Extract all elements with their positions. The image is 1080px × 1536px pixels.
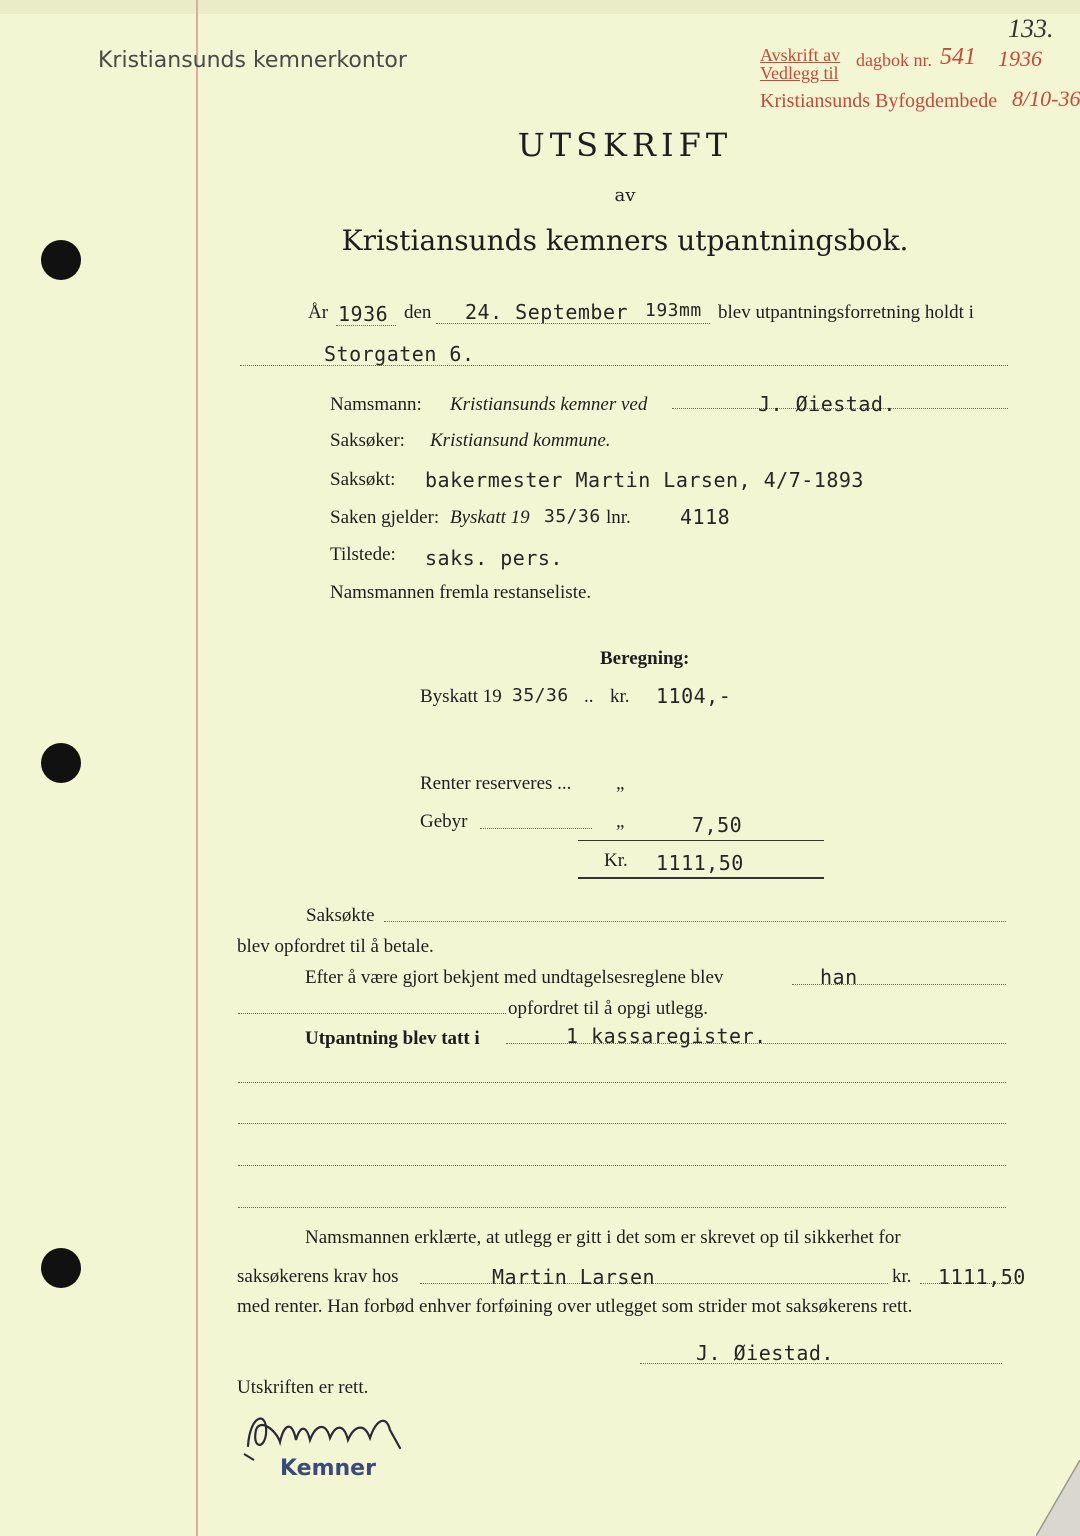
gjelder-label: Saken gjelder: — [330, 507, 440, 528]
byskatt-dots: .. — [584, 686, 594, 707]
saksoker-value: Kristiansund kommune. — [430, 430, 611, 451]
efter-value: han — [820, 965, 858, 989]
ar-label: År — [308, 302, 329, 323]
byskatt-amount: 1104,- — [656, 684, 732, 708]
punch-hole — [41, 1248, 81, 1288]
page-top-edge — [0, 0, 1080, 14]
gebyr-ditto: „ — [616, 811, 625, 832]
krav-kr: kr. — [892, 1266, 912, 1287]
intro-year: 1936 — [338, 302, 389, 326]
dotted-line — [336, 325, 396, 326]
page-fold-corner — [1036, 1460, 1080, 1536]
gjelder-year: 35/36 — [544, 506, 601, 527]
utskriften-text: Utskriften er rett. — [237, 1377, 369, 1398]
tilstede-value: saks. pers. — [425, 546, 563, 570]
dotted-line — [238, 1123, 1006, 1124]
utpantning-value: 1 kassaregister. — [566, 1024, 767, 1048]
dagbok-label: dagbok nr. — [856, 50, 932, 70]
namsmann-text: Kristiansunds kemner ved — [450, 394, 648, 415]
restanse-text: Namsmannen fremla restanseliste. — [330, 582, 592, 603]
namsmann-label: Namsmann: — [330, 394, 422, 415]
gebyr-label: Gebyr — [420, 811, 468, 832]
intro-place: Storgaten 6. — [324, 342, 475, 366]
dotted-line — [480, 828, 592, 829]
document-title: UTSKRIFT — [517, 126, 733, 164]
krav-amount: 1111,50 — [938, 1265, 1026, 1289]
saksokt-value: bakermester Martin Larsen, 4/7-1893 — [425, 468, 864, 492]
title-av: av — [614, 185, 636, 206]
document-subtitle: Kristiansunds kemners utpantningsbok. — [341, 224, 909, 257]
punch-hole — [41, 743, 81, 783]
struck-text: 193mm — [645, 300, 702, 321]
namsmann-value: J. Øiestad. — [758, 392, 896, 416]
intro-text: blev utpantningsforretning holdt i — [718, 302, 974, 323]
gjelder-lnr: lnr. — [606, 507, 631, 528]
byskatt-kr: kr. — [610, 686, 630, 707]
krav-text: saksøkerens krav hos — [237, 1266, 399, 1287]
vedlegg-label: Vedlegg til — [760, 63, 839, 83]
dotted-line — [436, 323, 710, 324]
dotted-line — [384, 921, 1006, 922]
renter-text: med renter. Han forbød enhver forføining over utlegget som strider mot saksøkerens rett. — [237, 1296, 913, 1317]
avskrift-label: Avskrift av — [760, 45, 841, 65]
saksoker-label: Saksøker: — [330, 430, 405, 451]
court-stamp: Kristiansunds Byfogdembede — [760, 90, 998, 112]
erklaerte-text: Namsmannen erklærte, at utlegg er gitt i det som er skrevet op til sikkerhet for — [305, 1227, 901, 1248]
dotted-line — [240, 365, 1008, 366]
gjelder-value: 4118 — [680, 505, 731, 529]
tilstede-label: Tilstede: — [330, 544, 396, 565]
byskatt-label: Byskatt 19 — [420, 686, 502, 707]
krav-name: Martin Larsen — [492, 1265, 656, 1289]
saksokte-label: Saksøkte — [306, 905, 375, 926]
beregning-heading: Beregning: — [600, 648, 690, 669]
dotted-line — [238, 1165, 1006, 1166]
sum-rule — [578, 840, 824, 841]
opgi-text: opfordret til å opgi utlegg. — [508, 998, 708, 1019]
gebyr-amount: 7,50 — [692, 813, 743, 837]
saksokt-label: Saksøkt: — [330, 469, 396, 490]
dotted-line — [238, 1207, 1006, 1208]
total-rule — [578, 877, 824, 879]
office-stamp: Kristiansunds kemnerkontor — [98, 48, 407, 73]
betale-text: blev opfordret til å betale. — [237, 936, 434, 957]
signature-typed: J. Øiestad. — [696, 1341, 834, 1365]
gjelder-text: Byskatt 19 — [450, 507, 530, 528]
intro-date: 24. September — [465, 300, 629, 324]
court-date: 8/10-36 — [1012, 86, 1080, 111]
kemner-stamp: Kemner — [280, 1456, 376, 1481]
renter-label: Renter reserveres ... — [420, 773, 572, 794]
page-number: 133. — [1008, 14, 1054, 43]
utpantning-label: Utpantning blev tatt i — [305, 1028, 480, 1049]
total-label: Kr. — [604, 850, 628, 871]
byskatt-year: 35/36 — [512, 685, 569, 706]
dotted-line — [238, 1013, 506, 1014]
total-amount: 1111,50 — [656, 851, 744, 875]
efter-text: Efter å være gjort bekjent med undtagelsesreglene blev — [305, 967, 724, 988]
renter-ditto: „ — [616, 773, 625, 794]
handwritten-signature — [240, 1400, 420, 1464]
den-label: den — [404, 302, 432, 323]
dotted-line — [238, 1082, 1006, 1083]
dagbok-number: 541 — [940, 44, 976, 70]
dagbok-year: 1936 — [998, 46, 1042, 71]
